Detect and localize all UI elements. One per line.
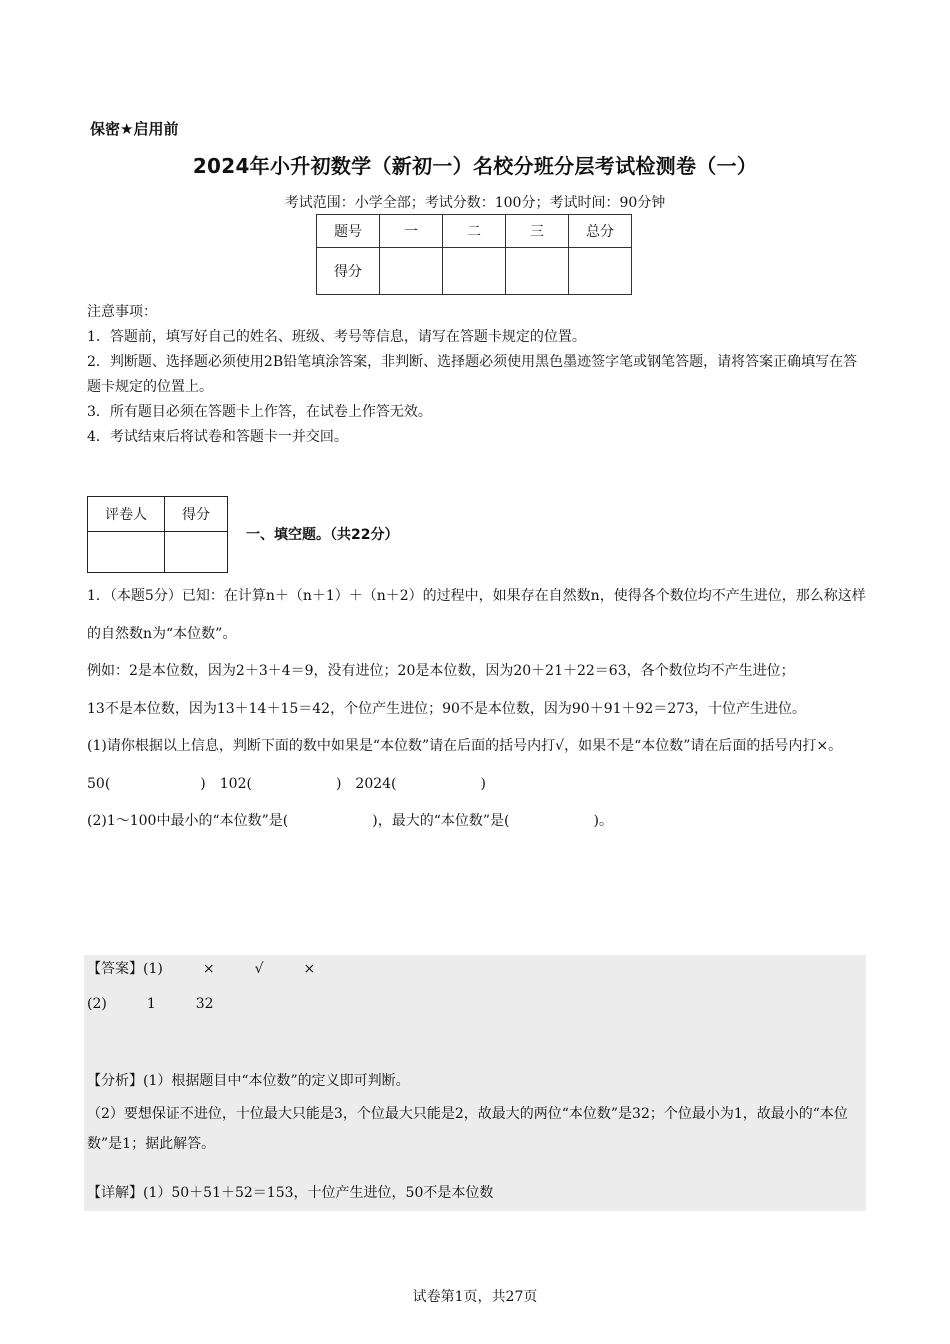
grader-cell <box>88 532 165 573</box>
exam-scope: 考试范围：小学全部；考试分数：100分；考试时间：90分钟 <box>284 195 666 211</box>
score-row-label: 得分 <box>317 248 380 295</box>
part2-text: )。 <box>593 813 613 829</box>
notes-heading: 注意事项： <box>87 304 157 320</box>
answer-line-2 <box>87 996 214 1012</box>
item-close: ) <box>335 775 342 792</box>
detail-text: 【详解】(1）50＋51＋52＝153，十位产生进位，50不是本位数 <box>87 1185 494 1201</box>
score-cell <box>380 248 443 295</box>
answer-block <box>84 955 866 1211</box>
grader-header: 评卷人 <box>88 497 165 532</box>
score-header-cell: 总分 <box>569 215 632 248</box>
answer-value: 32 <box>195 996 214 1012</box>
grader-score-cell <box>165 532 228 573</box>
question-example: 例如：2是本位数，因为2＋3＋4＝9，没有进位；20是本位数，因为20＋21＋22＝63，各个数位均不产生进位； <box>87 663 795 679</box>
item-open: 50( <box>87 775 111 792</box>
question-part-1-items <box>87 766 867 804</box>
question-part-1: (1)请你根据以上信息，判断下面的数中如果是“本位数”请在后面的括号内打√，如果不是“本位数”请在后面的括号内打×。 <box>87 738 843 754</box>
question-example: 13不是本位数，因为13＋14＋15＝42，个位产生进位；90不是本位数，因为90＋91＋92＝273，十位产生进位。 <box>87 700 807 717</box>
score-header-cell: 题号 <box>317 215 380 248</box>
note-item: 3．所有题目必须在答题卡上作答，在试卷上作答无效。 <box>87 404 432 420</box>
answer-label: 【答案】(1) <box>87 961 163 977</box>
score-header-cell: 三 <box>506 215 569 248</box>
note-item: 1．答题前，填写好自己的姓名、班级、考号等信息，请写在答题卡规定的位置。 <box>87 329 586 345</box>
question-1 <box>87 578 867 841</box>
item-close: ) <box>480 775 486 792</box>
question-part-2 <box>87 803 867 841</box>
page-footer: 试卷第1页，共27页 <box>412 1289 538 1305</box>
grader-score-header: 得分 <box>165 497 228 532</box>
answer-part2-label: (2) <box>87 996 107 1012</box>
score-table <box>316 214 632 295</box>
answer-line-1 <box>87 958 315 978</box>
grader-table <box>87 496 228 573</box>
confidential-label: 保密★启用前 <box>90 120 179 138</box>
note-item: 4．考试结束后将试卷和答题卡一并交回。 <box>87 429 348 445</box>
note-item: 2．判断题、选择题必须使用2B铅笔填涂答案，非判断、选择题必须使用黑色墨迹签字笔或钢笔答题，请将答案正确填写在答题卡规定的位置上。 <box>87 354 858 395</box>
item-open: 2024( <box>355 775 397 792</box>
part2-text: (2)1～100中最小的“本位数”是( <box>87 813 289 829</box>
question-intro: 1．（本题5分）已知：在计算n＋（n＋1）＋（n＋2）的过程中，如果存在自然数n，使得各个数位均不产生进位，那么称这样的自然数n为“本位数”。 <box>87 588 866 642</box>
score-header-cell: 一 <box>380 215 443 248</box>
analysis-text: 【分析】(1）根据题目中“本位数”的定义即可判断。 <box>87 1073 410 1089</box>
exam-title: 2024年小升初数学（新初一）名校分班分层考试检测卷（一） <box>192 154 758 178</box>
score-header-cell: 二 <box>443 215 506 248</box>
item-close: ) <box>200 775 206 792</box>
score-cell <box>569 248 632 295</box>
answer-mark: × <box>202 961 215 977</box>
score-cell <box>506 248 569 295</box>
part2-text: )，最大的“本位数”是( <box>372 813 510 829</box>
section-title: 一、填空题。（共22分） <box>246 527 399 543</box>
answer-mark: √ <box>254 961 264 977</box>
score-cell <box>443 248 506 295</box>
answer-mark: × <box>303 961 316 977</box>
analysis-detail: （2）要想保证不进位，十位最大只能是3，个位最大只能是2，故最大的两位“本位数”是32；个位最小为1，故最小的“本位数”是1；据此解答。 <box>87 1106 848 1152</box>
notes-section <box>87 300 867 450</box>
item-open: 102( <box>219 775 252 792</box>
answer-value: 1 <box>146 996 156 1012</box>
